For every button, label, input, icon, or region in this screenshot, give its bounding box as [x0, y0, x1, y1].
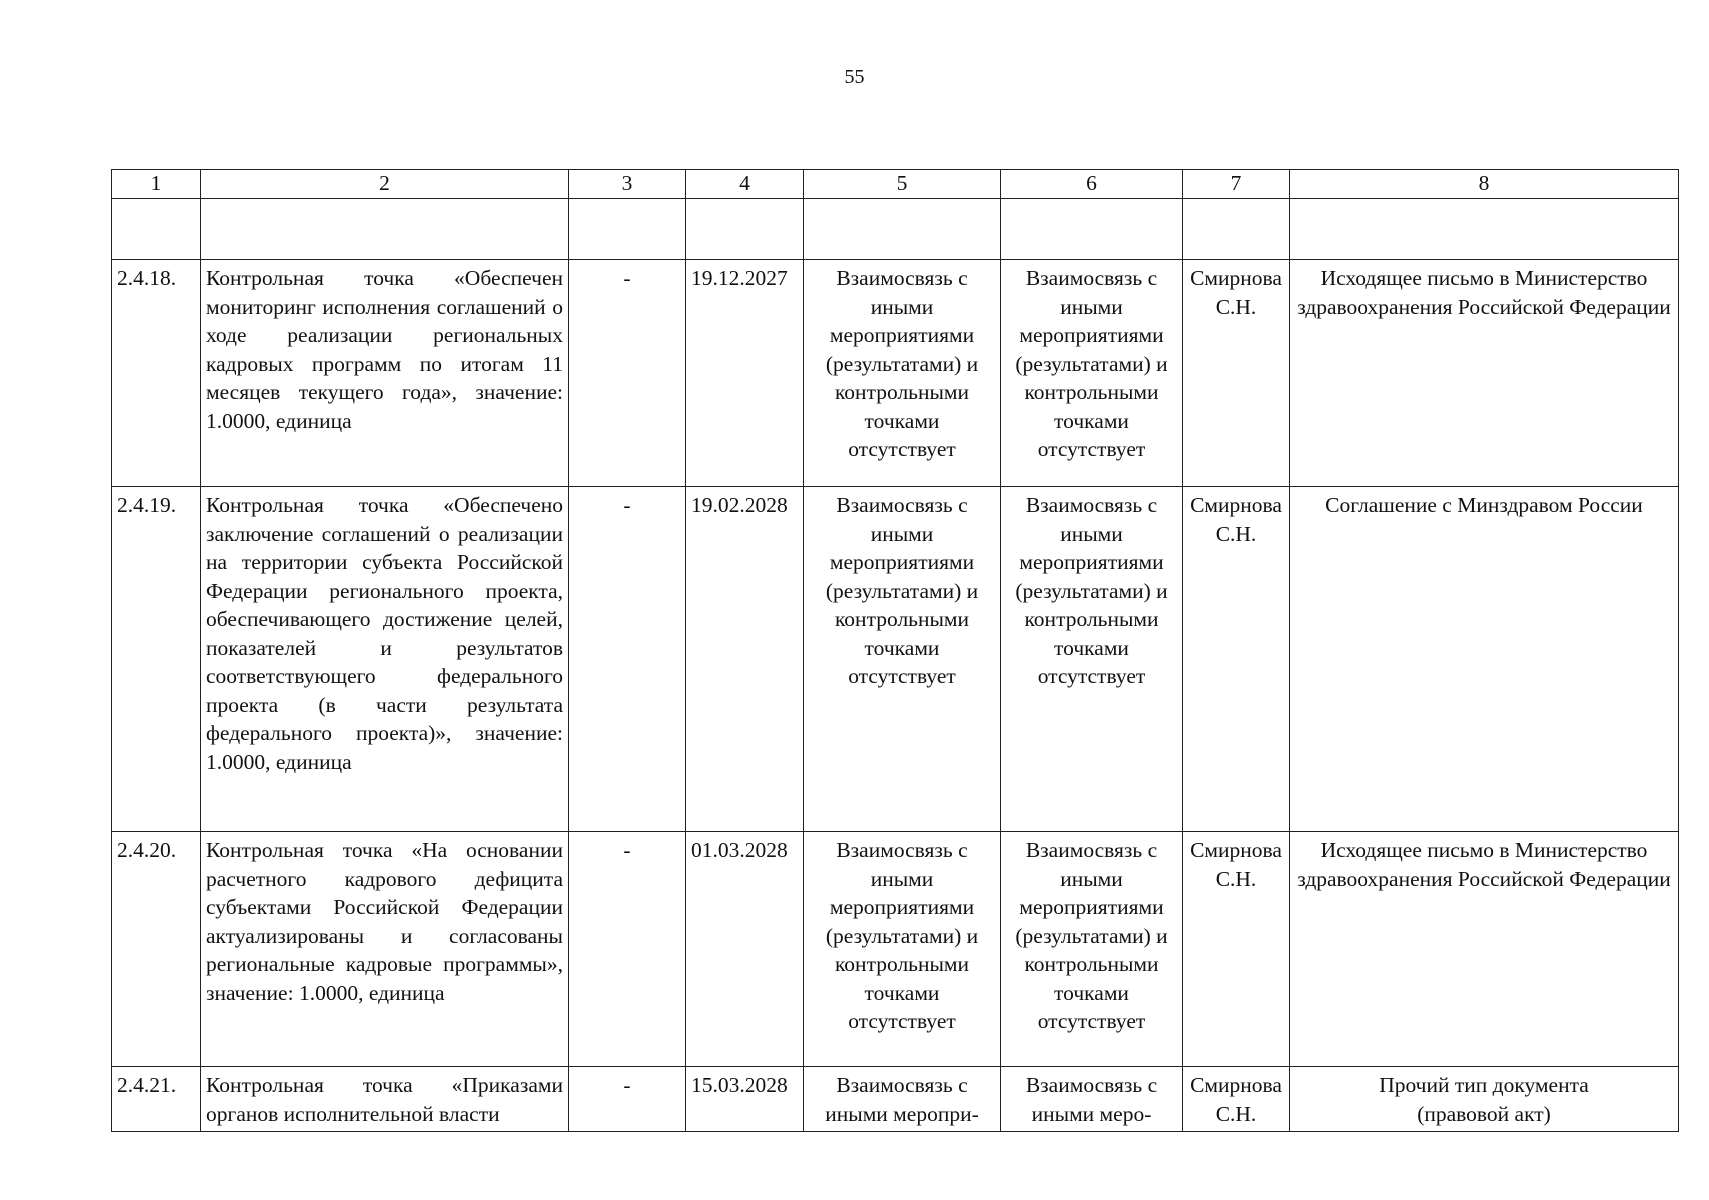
relation-results: Взаимосвязь с иными мероприятиями (результатами) и контрольными точками отсутствует — [1001, 832, 1183, 1067]
column-number: 5 — [804, 170, 1001, 199]
relation-activities: Взаимосвязь с иными меропри- — [804, 1067, 1001, 1132]
column-3-value: - — [569, 487, 686, 832]
column-number: 1 — [112, 170, 201, 199]
relation-results: Взаимосвязь с иными мероприятиями (результатами) и контрольными точками отсутствует — [1001, 487, 1183, 832]
empty-cell — [804, 199, 1001, 260]
relation-activities: Взаимосвязь с иными мероприятиями (результатами) и контрольными точками отсутствует — [804, 260, 1001, 487]
table-row — [112, 487, 1679, 832]
responsible-person: Смирнова С.Н. — [1183, 260, 1290, 487]
relation-results: Взаимосвязь с иными мероприятиями (результатами) и контрольными точками отсутствует — [1001, 260, 1183, 487]
empty-cell — [201, 199, 569, 260]
deadline-date: 19.12.2027 — [686, 260, 804, 487]
relation-activities: Взаимосвязь с иными мероприятиями (результатами) и контрольными точками отсутствует — [804, 832, 1001, 1067]
page-number: 55 — [844, 66, 865, 88]
column-number: 6 — [1001, 170, 1183, 199]
empty-cell — [1001, 199, 1183, 260]
relation-results: Взаимосвязь с иными меро- — [1001, 1067, 1183, 1132]
column-3-value: - — [569, 1067, 686, 1132]
column-number: 4 — [686, 170, 804, 199]
relation-activities: Взаимосвязь с иными мероприятиями (результатами) и контрольными точками отсутствует — [804, 487, 1001, 832]
table-row — [112, 260, 1679, 487]
responsible-person: Смирнова С.Н. — [1183, 1067, 1290, 1132]
column-3-value: - — [569, 260, 686, 487]
control-point-name: Контрольная точка «Приказами органов исполнительной власти — [201, 1067, 569, 1132]
column-number-row — [112, 170, 1679, 199]
row-number: 2.4.20. — [112, 832, 201, 1067]
row-number: 2.4.18. — [112, 260, 201, 487]
document-type: Исходящее письмо в Министерство здравоохранения Российской Федерации — [1290, 832, 1679, 1067]
table-row — [112, 832, 1679, 1067]
deadline-date: 15.03.2028 — [686, 1067, 804, 1132]
column-3-value: - — [569, 832, 686, 1067]
control-points-table — [111, 169, 1679, 1132]
column-number: 7 — [1183, 170, 1290, 199]
empty-cell — [569, 199, 686, 260]
empty-row — [112, 199, 1679, 260]
column-number: 8 — [1290, 170, 1679, 199]
table-row — [112, 1067, 1679, 1132]
empty-cell — [686, 199, 804, 260]
row-number: 2.4.21. — [112, 1067, 201, 1132]
empty-cell — [1290, 199, 1679, 260]
control-point-name: Контрольная точка «Обеспечен мониторинг исполнения соглашений о ходе реализации региональных кадровых программ по итогам 11 месяцев текущего года», значение: 1.0000, единица — [201, 260, 569, 487]
responsible-person: Смирнова С.Н. — [1183, 487, 1290, 832]
column-number: 3 — [569, 170, 686, 199]
document-type: Исходящее письмо в Министерство здравоохранения Российской Федерации — [1290, 260, 1679, 487]
responsible-person: Смирнова С.Н. — [1183, 832, 1290, 1067]
document-type: Соглашение с Минздравом России — [1290, 487, 1679, 832]
empty-cell — [112, 199, 201, 260]
empty-cell — [1183, 199, 1290, 260]
deadline-date: 01.03.2028 — [686, 832, 804, 1067]
row-number: 2.4.19. — [112, 487, 201, 832]
control-point-name: Контрольная точка «На основании расчетного кадрового дефицита субъектами Российской Федерации актуализированы и согласованы региональные кадровые программы», значение: 1.0000, единица — [201, 832, 569, 1067]
document-type: Прочий тип документа (правовой акт) — [1290, 1067, 1679, 1132]
column-number: 2 — [201, 170, 569, 199]
control-point-name: Контрольная точка «Обеспечено заключение соглашений о реализации на территории субъекта Российской Федерации регионального проекта, обеспечивающего достижение целей, показателей и результатов соответствующего федерального проекта (в части результата федерального проекта)», значение: 1.0000, единица — [201, 487, 569, 832]
deadline-date: 19.02.2028 — [686, 487, 804, 832]
